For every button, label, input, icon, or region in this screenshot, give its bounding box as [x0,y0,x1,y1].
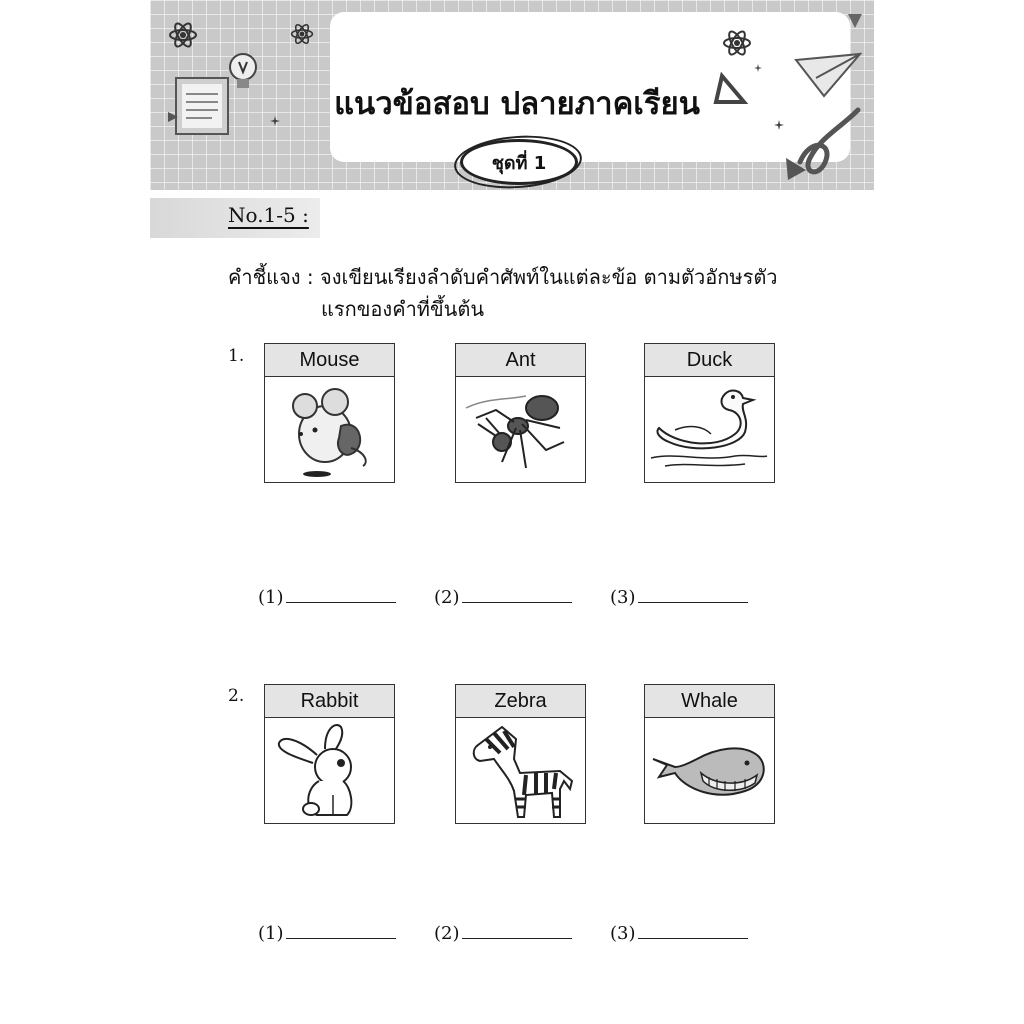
answer-label: (1) [258,923,284,944]
instructions-line-2: แรกของคำที่ขึ้นต้น [321,297,484,321]
answer-line[interactable] [286,921,396,939]
mouse-icon [265,378,393,482]
instructions-line-1: คำชี้แจง : จงเขียนเรียงลำดับคำศัพท์ในแต่ละข้อ ตามตัวอักษรตัว [228,265,778,289]
atom-icon [722,28,752,58]
answer-blank-1[interactable] [258,921,396,944]
answer-line[interactable] [286,585,396,603]
word-card-whale [644,684,775,824]
star-icon [270,116,280,126]
paper-plane-icon [794,50,862,100]
star-icon [774,120,784,130]
word-label: Mouse [265,344,394,377]
triangle-icon [846,12,864,30]
ant-icon [456,378,584,482]
zebra-icon [456,719,584,823]
notebook-icon [172,70,234,138]
answer-line[interactable] [638,921,748,939]
answer-blank-2[interactable] [434,585,572,608]
answer-label: (2) [434,923,460,944]
answer-line[interactable] [638,585,748,603]
rabbit-icon [265,719,393,823]
answer-line[interactable] [462,921,572,939]
triangle-icon [166,110,180,124]
word-label: Duck [645,344,774,377]
star-icon [754,64,762,72]
word-card-rabbit [264,684,395,824]
whale-icon [645,719,773,823]
answer-label: (1) [258,587,284,608]
atom-icon [290,22,314,46]
answer-blank-3[interactable] [610,585,748,608]
instructions [228,261,848,325]
answer-blank-1[interactable] [258,585,396,608]
word-card-ant [455,343,586,483]
answer-blank-2[interactable] [434,921,572,944]
answer-label: (3) [610,923,636,944]
section-label: No.1-5 : [228,203,309,227]
answer-blank-3[interactable] [610,921,748,944]
question-number: 1. [228,346,245,366]
atom-icon [168,20,198,50]
answer-label: (3) [610,587,636,608]
word-label: Ant [456,344,585,377]
word-label: Zebra [456,685,585,718]
triangle-ruler-icon [712,72,748,106]
answer-label: (2) [434,587,460,608]
answer-line[interactable] [462,585,572,603]
word-card-zebra [455,684,586,824]
swirl-arrow-icon [780,98,864,184]
word-card-duck [644,343,775,483]
word-label: Rabbit [265,685,394,718]
question-number: 2. [228,686,245,706]
word-card-mouse [264,343,395,483]
set-label: ชุดที่ 1 [460,139,578,185]
word-label: Whale [645,685,774,718]
duck-icon [645,378,773,482]
page-title: แนวข้อสอบ ปลายภาคเรียน [334,86,700,122]
